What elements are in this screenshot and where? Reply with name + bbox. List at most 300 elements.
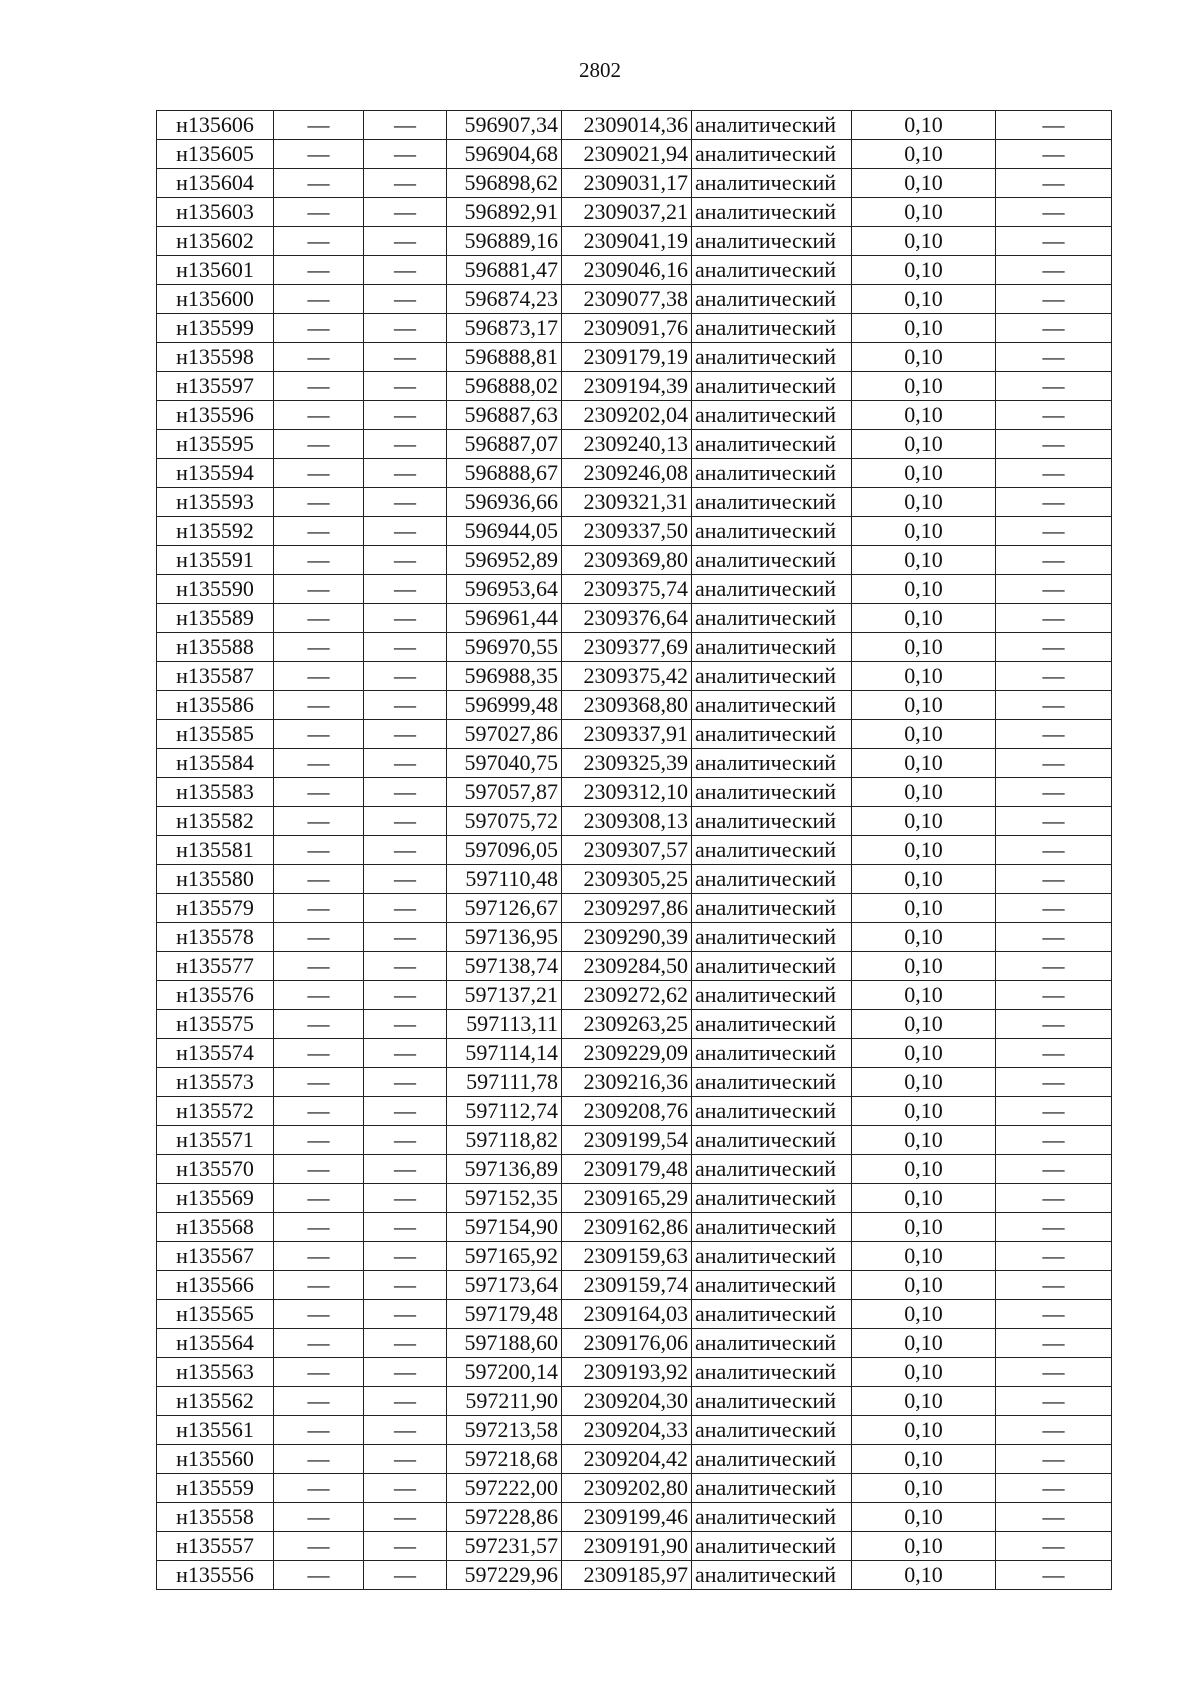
x-coordinate-cell: 597154,90 bbox=[447, 1213, 562, 1242]
empty-value-cell: — bbox=[996, 720, 1112, 749]
empty-value-cell: — bbox=[996, 1039, 1112, 1068]
x-coordinate-cell: 597027,86 bbox=[447, 720, 562, 749]
method-cell: аналитический bbox=[692, 256, 852, 285]
y-coordinate-cell: 2309202,04 bbox=[562, 401, 692, 430]
point-name-cell: н135584 bbox=[157, 749, 274, 778]
accuracy-cell: 0,10 bbox=[852, 1039, 996, 1068]
x-coordinate-cell: 596952,89 bbox=[447, 546, 562, 575]
table-row bbox=[157, 807, 1112, 836]
x-coordinate-cell: 596888,02 bbox=[447, 372, 562, 401]
accuracy-cell: 0,10 bbox=[852, 952, 996, 981]
empty-value-cell: — bbox=[996, 691, 1112, 720]
empty-value-cell: — bbox=[364, 1213, 447, 1242]
empty-value-cell: — bbox=[996, 517, 1112, 546]
method-cell: аналитический bbox=[692, 1068, 852, 1097]
point-name-cell: н135602 bbox=[157, 227, 274, 256]
empty-value-cell: — bbox=[274, 1184, 364, 1213]
table-row bbox=[157, 1068, 1112, 1097]
empty-value-cell: — bbox=[996, 488, 1112, 517]
empty-value-cell: — bbox=[996, 256, 1112, 285]
table-row bbox=[157, 1416, 1112, 1445]
point-name-cell: н135556 bbox=[157, 1561, 274, 1590]
empty-value-cell: — bbox=[274, 1561, 364, 1590]
empty-value-cell: — bbox=[364, 111, 447, 140]
x-coordinate-cell: 597173,64 bbox=[447, 1271, 562, 1300]
empty-value-cell: — bbox=[364, 314, 447, 343]
empty-value-cell: — bbox=[996, 662, 1112, 691]
table-row bbox=[157, 517, 1112, 546]
point-name-cell: н135564 bbox=[157, 1329, 274, 1358]
table-row bbox=[157, 1242, 1112, 1271]
accuracy-cell: 0,10 bbox=[852, 401, 996, 430]
y-coordinate-cell: 2309375,74 bbox=[562, 575, 692, 604]
method-cell: аналитический bbox=[692, 1010, 852, 1039]
table-row bbox=[157, 430, 1112, 459]
accuracy-cell: 0,10 bbox=[852, 691, 996, 720]
empty-value-cell: — bbox=[274, 633, 364, 662]
empty-value-cell: — bbox=[364, 1126, 447, 1155]
x-coordinate-cell: 596874,23 bbox=[447, 285, 562, 314]
table-row bbox=[157, 894, 1112, 923]
empty-value-cell: — bbox=[364, 343, 447, 372]
point-name-cell: н135585 bbox=[157, 720, 274, 749]
accuracy-cell: 0,10 bbox=[852, 575, 996, 604]
y-coordinate-cell: 2309204,33 bbox=[562, 1416, 692, 1445]
empty-value-cell: — bbox=[274, 314, 364, 343]
point-name-cell: н135590 bbox=[157, 575, 274, 604]
method-cell: аналитический bbox=[692, 517, 852, 546]
empty-value-cell: — bbox=[364, 778, 447, 807]
table-row bbox=[157, 285, 1112, 314]
y-coordinate-cell: 2309377,69 bbox=[562, 633, 692, 662]
table-row bbox=[157, 140, 1112, 169]
empty-value-cell: — bbox=[274, 836, 364, 865]
y-coordinate-cell: 2309208,76 bbox=[562, 1097, 692, 1126]
method-cell: аналитический bbox=[692, 691, 852, 720]
table-row bbox=[157, 111, 1112, 140]
y-coordinate-cell: 2309321,31 bbox=[562, 488, 692, 517]
method-cell: аналитический bbox=[692, 604, 852, 633]
y-coordinate-cell: 2309240,13 bbox=[562, 430, 692, 459]
x-coordinate-cell: 596887,63 bbox=[447, 401, 562, 430]
empty-value-cell: — bbox=[996, 1155, 1112, 1184]
table-row bbox=[157, 1474, 1112, 1503]
empty-value-cell: — bbox=[274, 1039, 364, 1068]
empty-value-cell: — bbox=[364, 604, 447, 633]
method-cell: аналитический bbox=[692, 343, 852, 372]
empty-value-cell: — bbox=[274, 546, 364, 575]
accuracy-cell: 0,10 bbox=[852, 459, 996, 488]
empty-value-cell: — bbox=[364, 140, 447, 169]
x-coordinate-cell: 597213,58 bbox=[447, 1416, 562, 1445]
x-coordinate-cell: 596889,16 bbox=[447, 227, 562, 256]
point-name-cell: н135591 bbox=[157, 546, 274, 575]
point-name-cell: н135569 bbox=[157, 1184, 274, 1213]
accuracy-cell: 0,10 bbox=[852, 1184, 996, 1213]
x-coordinate-cell: 597075,72 bbox=[447, 807, 562, 836]
accuracy-cell: 0,10 bbox=[852, 488, 996, 517]
empty-value-cell: — bbox=[996, 1010, 1112, 1039]
point-name-cell: н135600 bbox=[157, 285, 274, 314]
accuracy-cell: 0,10 bbox=[852, 1561, 996, 1590]
empty-value-cell: — bbox=[274, 1242, 364, 1271]
empty-value-cell: — bbox=[274, 1097, 364, 1126]
table-row bbox=[157, 1010, 1112, 1039]
empty-value-cell: — bbox=[274, 1126, 364, 1155]
x-coordinate-cell: 597231,57 bbox=[447, 1532, 562, 1561]
method-cell: аналитический bbox=[692, 981, 852, 1010]
empty-value-cell: — bbox=[364, 517, 447, 546]
empty-value-cell: — bbox=[274, 720, 364, 749]
table-row bbox=[157, 952, 1112, 981]
empty-value-cell: — bbox=[996, 314, 1112, 343]
table-row bbox=[157, 256, 1112, 285]
point-name-cell: н135603 bbox=[157, 198, 274, 227]
empty-value-cell: — bbox=[274, 662, 364, 691]
x-coordinate-cell: 597188,60 bbox=[447, 1329, 562, 1358]
empty-value-cell: — bbox=[274, 285, 364, 314]
table-row bbox=[157, 1532, 1112, 1561]
empty-value-cell: — bbox=[996, 198, 1112, 227]
x-coordinate-cell: 597137,21 bbox=[447, 981, 562, 1010]
table-row bbox=[157, 1271, 1112, 1300]
y-coordinate-cell: 2309159,63 bbox=[562, 1242, 692, 1271]
method-cell: аналитический bbox=[692, 1242, 852, 1271]
table-row bbox=[157, 633, 1112, 662]
empty-value-cell: — bbox=[364, 1503, 447, 1532]
y-coordinate-cell: 2309246,08 bbox=[562, 459, 692, 488]
y-coordinate-cell: 2309337,50 bbox=[562, 517, 692, 546]
accuracy-cell: 0,10 bbox=[852, 778, 996, 807]
method-cell: аналитический bbox=[692, 778, 852, 807]
y-coordinate-cell: 2309204,30 bbox=[562, 1387, 692, 1416]
point-name-cell: н135557 bbox=[157, 1532, 274, 1561]
point-name-cell: н135601 bbox=[157, 256, 274, 285]
method-cell: аналитический bbox=[692, 1126, 852, 1155]
y-coordinate-cell: 2309202,80 bbox=[562, 1474, 692, 1503]
empty-value-cell: — bbox=[996, 865, 1112, 894]
x-coordinate-cell: 597096,05 bbox=[447, 836, 562, 865]
coordinates-table bbox=[156, 110, 1112, 1590]
method-cell: аналитический bbox=[692, 285, 852, 314]
table-row bbox=[157, 343, 1112, 372]
table-row bbox=[157, 169, 1112, 198]
table-row bbox=[157, 1126, 1112, 1155]
empty-value-cell: — bbox=[996, 1329, 1112, 1358]
point-name-cell: н135561 bbox=[157, 1416, 274, 1445]
empty-value-cell: — bbox=[996, 575, 1112, 604]
point-name-cell: н135605 bbox=[157, 140, 274, 169]
method-cell: аналитический bbox=[692, 749, 852, 778]
empty-value-cell: — bbox=[364, 372, 447, 401]
empty-value-cell: — bbox=[364, 865, 447, 894]
empty-value-cell: — bbox=[996, 633, 1112, 662]
table-row bbox=[157, 1039, 1112, 1068]
y-coordinate-cell: 2309091,76 bbox=[562, 314, 692, 343]
accuracy-cell: 0,10 bbox=[852, 633, 996, 662]
empty-value-cell: — bbox=[364, 1097, 447, 1126]
accuracy-cell: 0,10 bbox=[852, 865, 996, 894]
x-coordinate-cell: 597136,95 bbox=[447, 923, 562, 952]
method-cell: аналитический bbox=[692, 372, 852, 401]
y-coordinate-cell: 2309185,97 bbox=[562, 1561, 692, 1590]
empty-value-cell: — bbox=[996, 546, 1112, 575]
accuracy-cell: 0,10 bbox=[852, 140, 996, 169]
x-coordinate-cell: 596904,68 bbox=[447, 140, 562, 169]
table-row bbox=[157, 1097, 1112, 1126]
empty-value-cell: — bbox=[364, 1561, 447, 1590]
table-row bbox=[157, 1387, 1112, 1416]
point-name-cell: н135593 bbox=[157, 488, 274, 517]
empty-value-cell: — bbox=[274, 981, 364, 1010]
table-row bbox=[157, 1213, 1112, 1242]
empty-value-cell: — bbox=[996, 778, 1112, 807]
point-name-cell: н135570 bbox=[157, 1155, 274, 1184]
point-name-cell: н135596 bbox=[157, 401, 274, 430]
empty-value-cell: — bbox=[364, 401, 447, 430]
accuracy-cell: 0,10 bbox=[852, 1300, 996, 1329]
empty-value-cell: — bbox=[274, 1474, 364, 1503]
empty-value-cell: — bbox=[364, 1242, 447, 1271]
table-row bbox=[157, 981, 1112, 1010]
empty-value-cell: — bbox=[996, 749, 1112, 778]
y-coordinate-cell: 2309375,42 bbox=[562, 662, 692, 691]
method-cell: аналитический bbox=[692, 314, 852, 343]
empty-value-cell: — bbox=[274, 923, 364, 952]
point-name-cell: н135566 bbox=[157, 1271, 274, 1300]
empty-value-cell: — bbox=[274, 459, 364, 488]
accuracy-cell: 0,10 bbox=[852, 343, 996, 372]
y-coordinate-cell: 2309199,54 bbox=[562, 1126, 692, 1155]
method-cell: аналитический bbox=[692, 1097, 852, 1126]
method-cell: аналитический bbox=[692, 1532, 852, 1561]
empty-value-cell: — bbox=[274, 1155, 364, 1184]
point-name-cell: н135598 bbox=[157, 343, 274, 372]
empty-value-cell: — bbox=[996, 1358, 1112, 1387]
table-row bbox=[157, 1155, 1112, 1184]
empty-value-cell: — bbox=[274, 1387, 364, 1416]
y-coordinate-cell: 2309284,50 bbox=[562, 952, 692, 981]
empty-value-cell: — bbox=[996, 111, 1112, 140]
empty-value-cell: — bbox=[364, 1387, 447, 1416]
empty-value-cell: — bbox=[996, 1561, 1112, 1590]
empty-value-cell: — bbox=[364, 1068, 447, 1097]
empty-value-cell: — bbox=[274, 1271, 364, 1300]
accuracy-cell: 0,10 bbox=[852, 836, 996, 865]
method-cell: аналитический bbox=[692, 1503, 852, 1532]
point-name-cell: н135560 bbox=[157, 1445, 274, 1474]
point-name-cell: н135597 bbox=[157, 372, 274, 401]
empty-value-cell: — bbox=[274, 1300, 364, 1329]
method-cell: аналитический bbox=[692, 1271, 852, 1300]
method-cell: аналитический bbox=[692, 720, 852, 749]
point-name-cell: н135577 bbox=[157, 952, 274, 981]
accuracy-cell: 0,10 bbox=[852, 1271, 996, 1300]
x-coordinate-cell: 596953,64 bbox=[447, 575, 562, 604]
point-name-cell: н135592 bbox=[157, 517, 274, 546]
accuracy-cell: 0,10 bbox=[852, 1445, 996, 1474]
empty-value-cell: — bbox=[996, 1387, 1112, 1416]
point-name-cell: н135571 bbox=[157, 1126, 274, 1155]
accuracy-cell: 0,10 bbox=[852, 923, 996, 952]
empty-value-cell: — bbox=[996, 1126, 1112, 1155]
table-row bbox=[157, 1300, 1112, 1329]
accuracy-cell: 0,10 bbox=[852, 1097, 996, 1126]
x-coordinate-cell: 596881,47 bbox=[447, 256, 562, 285]
empty-value-cell: — bbox=[996, 1271, 1112, 1300]
y-coordinate-cell: 2309037,21 bbox=[562, 198, 692, 227]
table-row bbox=[157, 575, 1112, 604]
empty-value-cell: — bbox=[364, 1445, 447, 1474]
x-coordinate-cell: 597179,48 bbox=[447, 1300, 562, 1329]
empty-value-cell: — bbox=[996, 894, 1112, 923]
point-name-cell: н135586 bbox=[157, 691, 274, 720]
y-coordinate-cell: 2309297,86 bbox=[562, 894, 692, 923]
x-coordinate-cell: 597200,14 bbox=[447, 1358, 562, 1387]
empty-value-cell: — bbox=[996, 1532, 1112, 1561]
method-cell: аналитический bbox=[692, 459, 852, 488]
x-coordinate-cell: 596944,05 bbox=[447, 517, 562, 546]
empty-value-cell: — bbox=[364, 1300, 447, 1329]
empty-value-cell: — bbox=[364, 1416, 447, 1445]
point-name-cell: н135559 bbox=[157, 1474, 274, 1503]
x-coordinate-cell: 597114,14 bbox=[447, 1039, 562, 1068]
accuracy-cell: 0,10 bbox=[852, 749, 996, 778]
accuracy-cell: 0,10 bbox=[852, 1358, 996, 1387]
empty-value-cell: — bbox=[274, 1503, 364, 1532]
method-cell: аналитический bbox=[692, 1387, 852, 1416]
accuracy-cell: 0,10 bbox=[852, 1010, 996, 1039]
empty-value-cell: — bbox=[364, 981, 447, 1010]
empty-value-cell: — bbox=[996, 227, 1112, 256]
empty-value-cell: — bbox=[996, 1300, 1112, 1329]
point-name-cell: н135587 bbox=[157, 662, 274, 691]
empty-value-cell: — bbox=[996, 807, 1112, 836]
table-row bbox=[157, 865, 1112, 894]
method-cell: аналитический bbox=[692, 1300, 852, 1329]
table-row bbox=[157, 1329, 1112, 1358]
method-cell: аналитический bbox=[692, 1039, 852, 1068]
table-row bbox=[157, 459, 1112, 488]
empty-value-cell: — bbox=[274, 430, 364, 459]
method-cell: аналитический bbox=[692, 923, 852, 952]
method-cell: аналитический bbox=[692, 894, 852, 923]
empty-value-cell: — bbox=[996, 1242, 1112, 1271]
empty-value-cell: — bbox=[274, 778, 364, 807]
point-name-cell: н135558 bbox=[157, 1503, 274, 1532]
table-row bbox=[157, 488, 1112, 517]
empty-value-cell: — bbox=[364, 1474, 447, 1503]
empty-value-cell: — bbox=[996, 1503, 1112, 1532]
point-name-cell: н135575 bbox=[157, 1010, 274, 1039]
x-coordinate-cell: 596888,67 bbox=[447, 459, 562, 488]
accuracy-cell: 0,10 bbox=[852, 227, 996, 256]
method-cell: аналитический bbox=[692, 1155, 852, 1184]
point-name-cell: н135599 bbox=[157, 314, 274, 343]
y-coordinate-cell: 2309305,25 bbox=[562, 865, 692, 894]
x-coordinate-cell: 597218,68 bbox=[447, 1445, 562, 1474]
x-coordinate-cell: 597229,96 bbox=[447, 1561, 562, 1590]
point-name-cell: н135576 bbox=[157, 981, 274, 1010]
y-coordinate-cell: 2309272,62 bbox=[562, 981, 692, 1010]
y-coordinate-cell: 2309046,16 bbox=[562, 256, 692, 285]
accuracy-cell: 0,10 bbox=[852, 981, 996, 1010]
accuracy-cell: 0,10 bbox=[852, 1068, 996, 1097]
empty-value-cell: — bbox=[364, 923, 447, 952]
method-cell: аналитический bbox=[692, 1445, 852, 1474]
empty-value-cell: — bbox=[996, 140, 1112, 169]
y-coordinate-cell: 2309014,36 bbox=[562, 111, 692, 140]
point-name-cell: н135578 bbox=[157, 923, 274, 952]
empty-value-cell: — bbox=[996, 430, 1112, 459]
empty-value-cell: — bbox=[996, 1474, 1112, 1503]
y-coordinate-cell: 2309312,10 bbox=[562, 778, 692, 807]
empty-value-cell: — bbox=[274, 1068, 364, 1097]
empty-value-cell: — bbox=[996, 836, 1112, 865]
x-coordinate-cell: 596892,91 bbox=[447, 198, 562, 227]
accuracy-cell: 0,10 bbox=[852, 604, 996, 633]
method-cell: аналитический bbox=[692, 1213, 852, 1242]
empty-value-cell: — bbox=[274, 1532, 364, 1561]
table-row bbox=[157, 1445, 1112, 1474]
accuracy-cell: 0,10 bbox=[852, 285, 996, 314]
accuracy-cell: 0,10 bbox=[852, 807, 996, 836]
y-coordinate-cell: 2309263,25 bbox=[562, 1010, 692, 1039]
y-coordinate-cell: 2309194,39 bbox=[562, 372, 692, 401]
table-row bbox=[157, 720, 1112, 749]
table-body bbox=[157, 111, 1112, 1590]
y-coordinate-cell: 2309229,09 bbox=[562, 1039, 692, 1068]
empty-value-cell: — bbox=[364, 285, 447, 314]
x-coordinate-cell: 596970,55 bbox=[447, 633, 562, 662]
y-coordinate-cell: 2309031,17 bbox=[562, 169, 692, 198]
method-cell: аналитический bbox=[692, 836, 852, 865]
accuracy-cell: 0,10 bbox=[852, 1329, 996, 1358]
empty-value-cell: — bbox=[364, 807, 447, 836]
x-coordinate-cell: 597113,11 bbox=[447, 1010, 562, 1039]
empty-value-cell: — bbox=[996, 952, 1112, 981]
empty-value-cell: — bbox=[364, 894, 447, 923]
table-row bbox=[157, 749, 1112, 778]
empty-value-cell: — bbox=[364, 459, 447, 488]
table-row bbox=[157, 546, 1112, 575]
empty-value-cell: — bbox=[274, 198, 364, 227]
point-name-cell: н135574 bbox=[157, 1039, 274, 1068]
point-name-cell: н135572 bbox=[157, 1097, 274, 1126]
x-coordinate-cell: 596988,35 bbox=[447, 662, 562, 691]
accuracy-cell: 0,10 bbox=[852, 1213, 996, 1242]
y-coordinate-cell: 2309308,13 bbox=[562, 807, 692, 836]
method-cell: аналитический bbox=[692, 401, 852, 430]
table-row bbox=[157, 1503, 1112, 1532]
empty-value-cell: — bbox=[364, 1155, 447, 1184]
x-coordinate-cell: 597211,90 bbox=[447, 1387, 562, 1416]
empty-value-cell: — bbox=[364, 952, 447, 981]
empty-value-cell: — bbox=[364, 1271, 447, 1300]
empty-value-cell: — bbox=[996, 459, 1112, 488]
table-row bbox=[157, 372, 1112, 401]
x-coordinate-cell: 596999,48 bbox=[447, 691, 562, 720]
table-row bbox=[157, 198, 1112, 227]
table-row bbox=[157, 778, 1112, 807]
empty-value-cell: — bbox=[364, 1532, 447, 1561]
empty-value-cell: — bbox=[996, 1184, 1112, 1213]
y-coordinate-cell: 2309179,48 bbox=[562, 1155, 692, 1184]
empty-value-cell: — bbox=[996, 343, 1112, 372]
method-cell: аналитический bbox=[692, 198, 852, 227]
empty-value-cell: — bbox=[996, 285, 1112, 314]
point-name-cell: н135604 bbox=[157, 169, 274, 198]
